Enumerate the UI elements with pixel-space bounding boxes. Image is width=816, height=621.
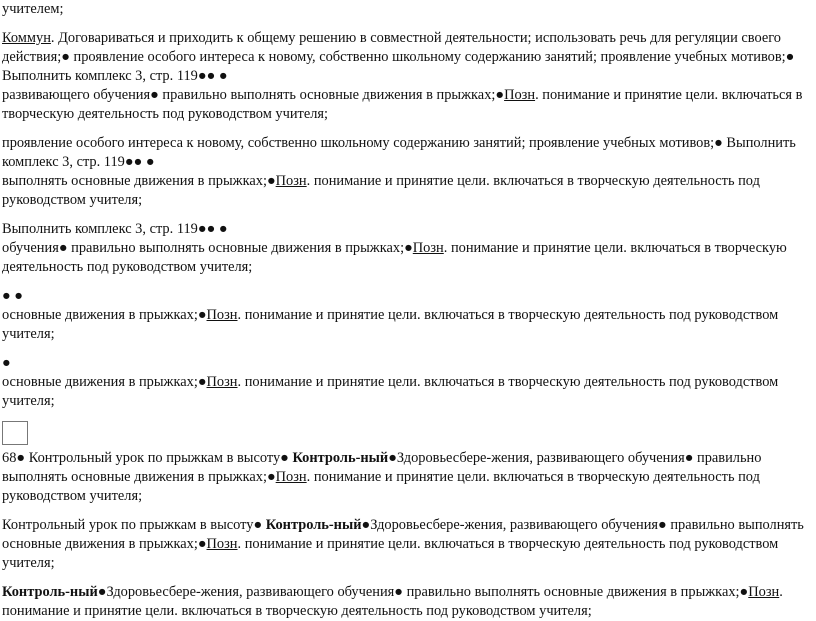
bullet-icon: ● — [404, 240, 413, 256]
kommun-label: Коммун — [2, 30, 51, 46]
bullet-icon: ● — [16, 450, 26, 466]
bullet-icon: ● — [97, 584, 107, 600]
bullet-icon: ● — [2, 355, 11, 371]
block-8: Контроль-ный●Здоровьесбере-жения, развивающего обучения● правильно выполнять основные движения в прыжках;●Позн. понимание и принятие цели. включаться в творческую деятельность под руководством учителя; — [2, 584, 783, 619]
bullet-icon: ● — [280, 450, 289, 466]
bullet-icon: ● — [197, 307, 207, 323]
pozn-label: Позн — [206, 374, 238, 390]
bullet-icon: ● — [253, 517, 263, 533]
pozn-label: Позн — [275, 469, 307, 485]
bullet-icon: ● — [61, 49, 70, 65]
line-top: учителем; — [2, 1, 64, 17]
bullet-icon: ●● ● — [124, 154, 155, 170]
bullet-icon: ● — [658, 517, 667, 533]
bullet-icon: ● — [150, 87, 159, 103]
bullet-icon: ● — [785, 49, 795, 65]
bullet-icon: ● — [361, 517, 371, 533]
bullet-icon: ● ● — [2, 288, 23, 304]
bullet-icon: ● — [197, 374, 207, 390]
pozn-label: Позн — [206, 536, 238, 552]
block-3: Выполнить комплекс 3, стр. 119●● ● обучения● правильно выполнять основные движения в прыжках;●Позн. понимание и принятие цели. включаться в творческую деятельность под руководством учителя; — [2, 221, 787, 275]
pozn-label: Позн — [504, 87, 536, 103]
block-6: 68● Контрольный урок по прыжкам в высоту● Контроль-ный●Здоровьесбере-жения, развивающего обучения● правильно выполнять основные движения в прыжках;●Позн. понимание и принятие цели. включаться в творческую деятельность под руководством учителя; — [2, 450, 762, 504]
control-type-label: Контроль-ный — [288, 450, 389, 466]
bullet-icon: ● — [714, 135, 723, 151]
bullet-icon: ● — [266, 173, 276, 189]
control-type-label: Контроль-ный — [262, 517, 362, 533]
bullet-icon: ● — [739, 584, 749, 600]
bullet-icon: ●● ● — [197, 221, 228, 237]
block-4: ● ● основные движения в прыжках;●Позн. понимание и принятие цели. включаться в творческую деятельность под руководством учителя; — [0, 287, 816, 344]
block-5: ● основные движения в прыжках;●Позн. понимание и принятие цели. включаться в творческую деятельность под руководством учителя; — [0, 354, 816, 411]
bullet-icon: ● — [684, 450, 694, 466]
bullet-icon: ● — [58, 240, 68, 256]
control-type-label: Контроль-ный — [2, 584, 98, 600]
pozn-label: Позн — [206, 307, 238, 323]
bullet-icon: ● — [266, 469, 276, 485]
bullet-icon: ● — [388, 450, 397, 466]
bullet-icon: ● — [495, 87, 505, 103]
pozn-label: Позн — [412, 240, 444, 256]
block-1: Коммун. Договариваться и приходить к общему решению в совместной деятельности; использовать речь для регуляции своего действия;● проявление особого интереса к новому, собственно школьному содержанию занятий; проявление учебных мотивов;● Выполнить комплекс 3, стр. 119●● ● развивающего обучения● правильно выполнять основные движения в прыжках;●Позн. понимание и принятие цели. включаться в творческую деятельность под руководством учителя; — [2, 30, 803, 122]
block-7: Контрольный урок по прыжкам в высоту● Контроль-ный●Здоровьесбере-жения, развивающего обучения● правильно выполнять основные движения в прыжках;●Позн. понимание и принятие цели. включаться в творческую деятельность под руководством учителя; — [2, 517, 804, 571]
empty-cell-box — [2, 421, 28, 445]
bullet-icon: ● — [394, 584, 403, 600]
pozn-label: Позн — [748, 584, 780, 600]
block-2: проявление особого интереса к новому, собственно школьному содержанию занятий; проявление учебных мотивов;● Выполнить комплекс 3, стр. 119●● ● выполнять основные движения в прыжках;●Позн. понимание и принятие цели. включаться в творческую деятельность под руководством учителя; — [2, 135, 796, 208]
pozn-label: Позн — [275, 173, 307, 189]
bullet-icon: ●● ● — [197, 68, 228, 84]
bullet-icon: ● — [197, 536, 207, 552]
